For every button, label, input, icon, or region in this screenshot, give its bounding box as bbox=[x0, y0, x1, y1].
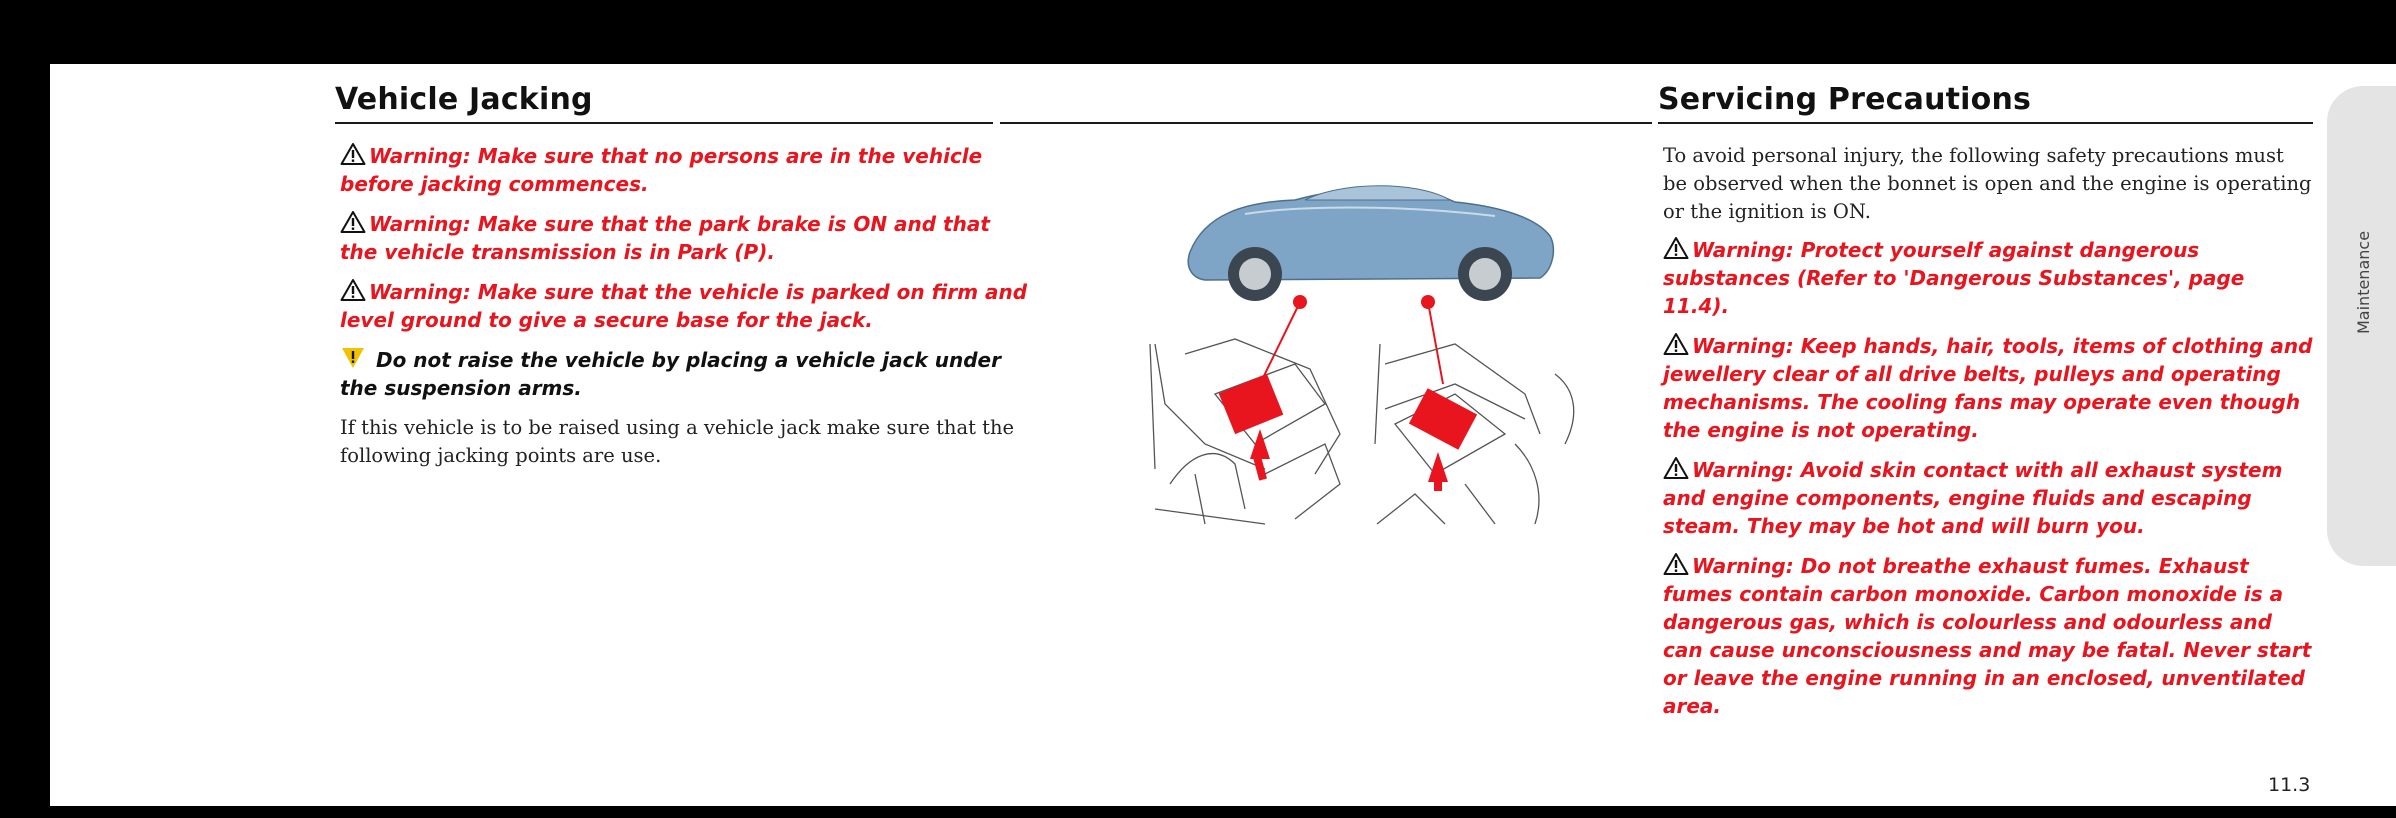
warning-triangle-icon bbox=[340, 278, 366, 302]
car-illustration bbox=[1188, 186, 1553, 301]
jacking-points-illustration bbox=[1095, 144, 1615, 544]
servicing-precautions-title: Servicing Precautions bbox=[1658, 82, 2032, 117]
jacking-body-text: If this vehicle is to be raised using a vehicle jack make sure that the following jacking points are use. bbox=[340, 416, 1015, 467]
manual-page bbox=[50, 64, 2396, 806]
warning-exhaust-fumes: Warning: Do not breathe exhaust fumes. Exhaust fumes contain carbon monoxide. Carbon monoxide is a dangerous gas, which is colourless and odourless and can cause unconsciousness and may be fatal. Never start or leave the engine running in an enclosed, unventilated area. bbox=[1663, 554, 2312, 718]
section-rule bbox=[1658, 122, 2313, 124]
servicing-column bbox=[1663, 142, 2313, 732]
warning-triangle-icon bbox=[340, 210, 366, 234]
jacking-column bbox=[340, 142, 1030, 480]
section-rule bbox=[335, 122, 993, 124]
warning-drive-belts: Warning: Keep hands, hair, tools, items of clothing and jewellery clear of all drive belts, pulleys and operating mechanisms. The cooling fans may operate even though the engine is not operating. bbox=[1663, 334, 2313, 442]
warning-triangle-icon bbox=[340, 142, 366, 166]
warning-park-brake: Warning: Make sure that the park brake is ON and that the vehicle transmission is in Park (P). bbox=[340, 212, 990, 264]
front-jacking-pad bbox=[1219, 374, 1284, 434]
warning-triangle-icon bbox=[1663, 552, 1689, 576]
warning-triangle-icon bbox=[1663, 456, 1689, 480]
front-jacking-point-detail bbox=[1150, 339, 1340, 524]
warning-triangle-icon bbox=[1663, 332, 1689, 356]
warning-skin-contact: Warning: Avoid skin contact with all exhaust system and engine components, engine fluids and escaping steam. They may be hot and will burn you. bbox=[1663, 458, 2283, 538]
section-rule bbox=[1000, 122, 1652, 124]
warning-firm-ground: Warning: Make sure that the vehicle is parked on firm and level ground to give a secure base for the jack. bbox=[340, 280, 1028, 332]
servicing-intro: To avoid personal injury, the following safety precautions must be observed when the bonnet is open and the engine is operating or the ignition is ON. bbox=[1663, 144, 2312, 223]
caution-suspension-arms: Do not raise the vehicle by placing a vehicle jack under the suspension arms. bbox=[340, 348, 1001, 400]
warning-triangle-icon bbox=[1663, 236, 1689, 260]
chapter-tab-label: Maintenance bbox=[2354, 230, 2373, 334]
caution-icon bbox=[340, 346, 366, 370]
vehicle-jacking-title: Vehicle Jacking bbox=[335, 82, 593, 117]
warning-dangerous-substances: Warning: Protect yourself against dangerous substances (Refer to 'Dangerous Substances', page 11.4). bbox=[1663, 238, 2245, 318]
warning-no-persons: Warning: Make sure that no persons are in the vehicle before jacking commences. bbox=[340, 144, 983, 196]
rear-jacking-point-detail bbox=[1375, 344, 1574, 524]
jacking-diagram bbox=[1095, 144, 1615, 544]
page-number: 11.3 bbox=[2268, 774, 2311, 796]
